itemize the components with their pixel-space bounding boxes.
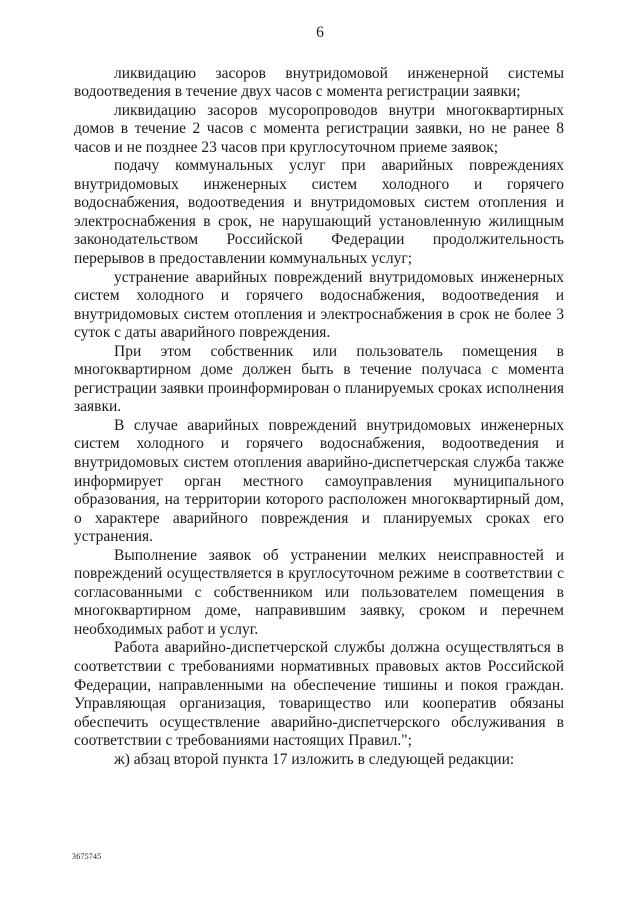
paragraph-2: ликвидацию засоров мусоропроводов внутри многоквартирных домов в течение 2 часов с момента регистрации заявки, но не ранее 8 часов и не позднее 23 часов при круглосуточном приеме заявок; — [74, 101, 564, 156]
paragraph-1: ликвидацию засоров внутридомовой инженерной системы водоотведения в течение двух часов с момента регистрации заявки; — [74, 64, 564, 101]
document-body — [74, 65, 564, 770]
paragraph-8: Работа аварийно-диспетчерской службы должна осуществляться в соответствии с требованиями нормативных правовых актов Российской Федерации, направленными на обеспечение тишины и покоя граждан. Управляющая организация, товарищество или кооператив обязаны обеспечить осуществление аварийно-диспетчерского обслуживания в соответствии с требованиями настоящих Правил."; — [74, 639, 564, 750]
paragraph-9: ж) абзац второй пункта 17 изложить в следующей редакции: — [114, 750, 515, 768]
paragraph-4: устранение аварийных повреждений внутридомовых инженерных систем холодного и горячего водоснабжения, водоотведения и внутридомовых систем отопления и электроснабжения в срок не более 3 суток с даты аварийного повреждения. — [74, 268, 564, 342]
paragraph-3: подачу коммунальных услуг при аварийных повреждениях внутридомовых инженерных систем холодного и горячего водоснабжения, водоотведения и внутридомовых систем отопления и электроснабжения в срок, не нарушающий установленную жилищным законодательством Российской Федерации продолжительность перерывов в предоставлении коммунальных услуг; — [74, 157, 564, 267]
document-code: 3675745 — [72, 852, 102, 861]
paragraph-7: Выполнение заявок об устранении мелких неисправностей и повреждений осуществляется в круглосуточном режиме в соответствии с согласованными с собственником или пользователем помещения в многоквартирном доме, направившим заявку, сроком и перечнем необходимых работ и услуг. — [74, 546, 564, 638]
paragraph-6: В случае аварийных повреждений внутридомовых инженерных систем холодного и горячего водоснабжения, водоотведения и внутридомовых систем отопления аварийно-диспетчерская служба также информирует орган местного самоуправления муниципального образования, на территории которого расположен многоквартирный дом, о характере аварийного повреждения и планируемых сроках его устранения. — [74, 416, 564, 546]
page-number: 6 — [316, 24, 324, 41]
paragraph-5: При этом собственник или пользователь помещения в многоквартирном доме должен быть в течение получаса с момента регистрации заявки проинформирован о планируемых сроках исполнения заявки. — [74, 342, 564, 416]
